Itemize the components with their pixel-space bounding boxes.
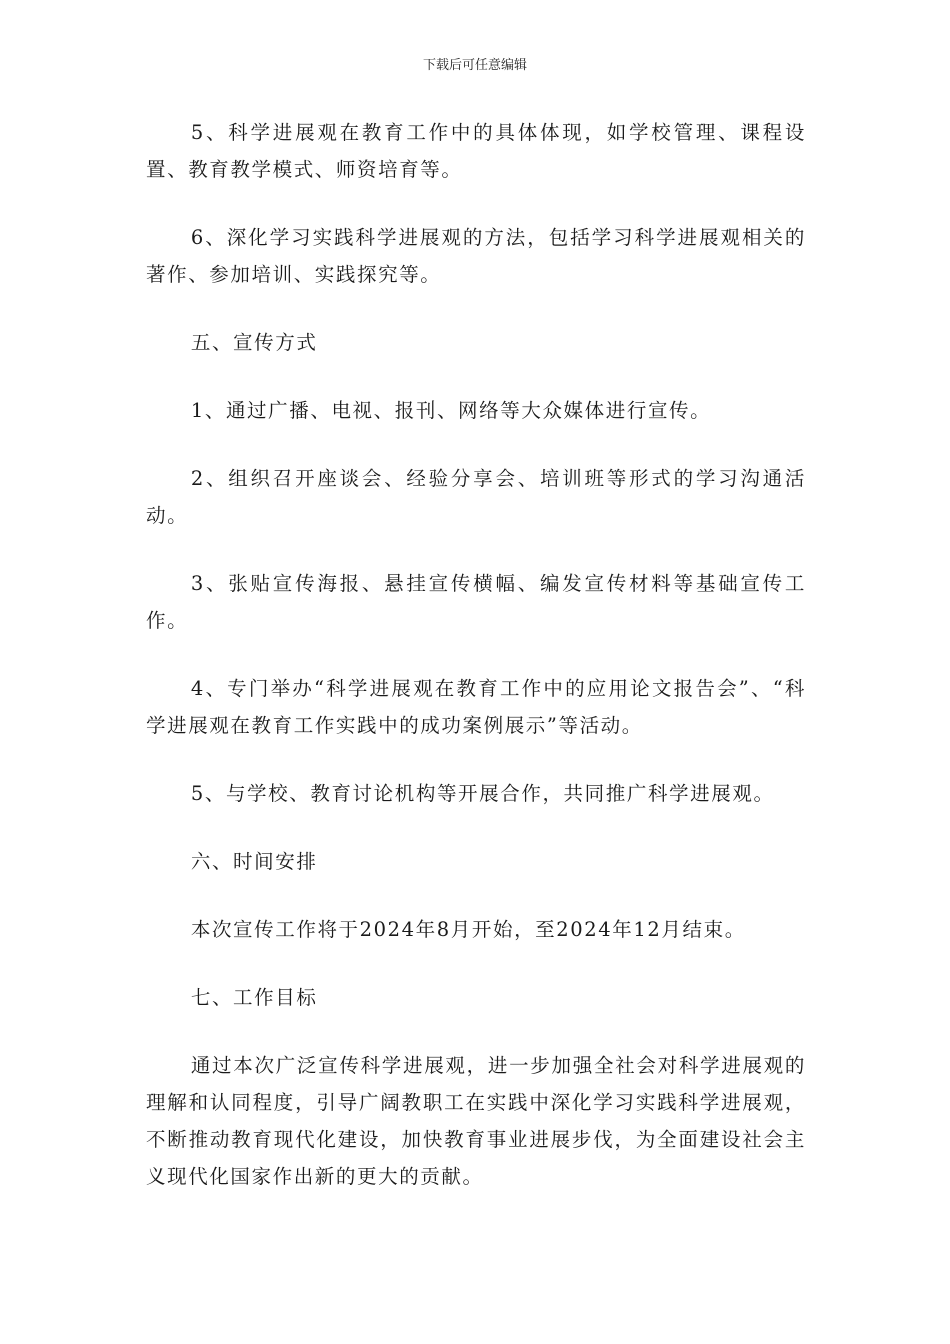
paragraph-item-6-methods: 6、深化学习实践科学进展观的方法，包括学习科学进展观相关的著作、参加培训、实践探究等。: [146, 226, 806, 286]
document-body: [146, 114, 806, 1226]
paragraph-schedule: 本次宣传工作将于2024年8月开始，至2024年12月结束。: [190, 918, 746, 941]
paragraph-goals: 通过本次广泛宣传科学进展观，进一步加强全社会对科学进展观的理解和认同程度，引导广阔教职工在实践中深化学习实践科学进展观，不断推动教育现代化建设，加快教育事业进展步伐，为全面建设社会主义现代化国家作出新的更大的贡献。: [146, 1054, 806, 1188]
section-heading-publicity-methods: 五、宣传方式: [190, 331, 318, 354]
paragraph-publicity-1: 1、通过广播、电视、报刊、网络等大众媒体进行宣传。: [190, 399, 712, 422]
section-heading-goals: 七、工作目标: [190, 986, 318, 1009]
paragraph-publicity-3: 3、张贴宣传海报、悬挂宣传横幅、编发宣传材料等基础宣传工作。: [146, 572, 806, 632]
section-heading-schedule: 六、时间安排: [190, 850, 318, 873]
paragraph-publicity-4: 4、专门举办“科学进展观在教育工作中的应用论文报告会”、“科学进展观在教育工作实践中的成功案例展示”等活动。: [146, 677, 806, 737]
paragraph-item-5-manifestation: 5、科学进展观在教育工作中的具体体现，如学校管理、课程设置、教育教学模式、师资培育等。: [146, 121, 806, 181]
page-header: 下载后可任意编辑: [422, 58, 527, 73]
paragraph-publicity-2: 2、组织召开座谈会、经验分享会、培训班等形式的学习沟通活动。: [146, 467, 806, 527]
paragraph-publicity-5: 5、与学校、教育讨论机构等开展合作，共同推广科学进展观。: [190, 782, 775, 805]
